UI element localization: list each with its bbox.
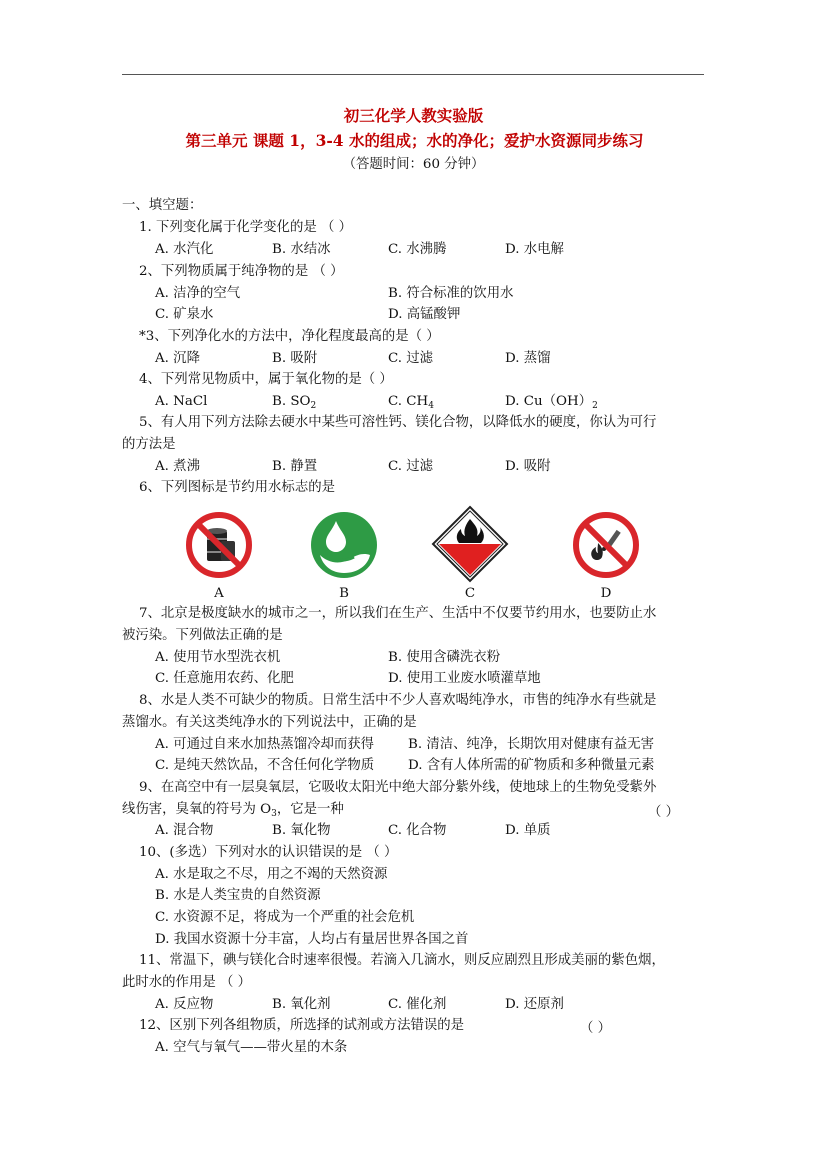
q1-stem: 1. 下列变化属于化学变化的是 （ ） (139, 220, 353, 235)
q5-option-a: A. 煮沸 (155, 459, 200, 474)
no-open-flame-icon (572, 511, 640, 579)
flammable-hazard-icon (431, 505, 509, 583)
q9-option-a: A. 混合物 (155, 823, 214, 838)
q9-option-b: B. 氧化物 (272, 823, 331, 838)
q9-option-d: D. 单质 (505, 823, 551, 838)
q9-option-c: C. 化合物 (388, 823, 447, 838)
q11-option-a: A. 反应物 (155, 997, 214, 1012)
icon-label-c: C (464, 586, 476, 601)
q3-option-c: C. 过滤 (388, 351, 434, 366)
q7-stem-line2: 被污染。下列做法正确的是 (122, 628, 283, 643)
q2-option-d: D. 高锰酸钾 (388, 307, 461, 322)
q8-option-c: C. 是纯天然饮品，不含任何化学物质 (155, 758, 375, 773)
q3-option-a: A. 沉降 (155, 351, 200, 366)
icon-label-b: B (339, 586, 349, 601)
q10-stem: 10、(多选）下列对水的认识错误的是 （ ） (139, 845, 398, 860)
q3-stem: *3、下列净化水的方法中，净化程度最高的是（ ） (139, 329, 440, 344)
q4-stem: 4、下列常见物质中，属于氧化物的是（ ） (139, 372, 393, 387)
header-rule (122, 74, 704, 75)
q11-stem-line1: 11、常温下，碘与镁化合时速率很慢。若滴入几滴水，则反应剧烈且形成美丽的紫色烟， (139, 953, 665, 968)
q3-option-d: D. 蒸馏 (505, 351, 551, 366)
q12-option-a: A. 空气与氧气——带火星的木条 (155, 1040, 348, 1055)
q5-stem-line1: 5、有人用下列方法除去硬水中某些可溶性钙、镁化合物，以降低水的硬度，你认为可行 (139, 415, 657, 430)
q7-stem-line1: 7、北京是极度缺水的城市之一，所以我们在生产、生活中不仅要节约用水，也要防止水 (139, 606, 657, 621)
q9-stem-line1: 9、在高空中有一层臭氧层，它吸收太阳光中绝大部分紫外线，使地球上的生物免受紫外 (139, 780, 657, 795)
q3-option-b: B. 吸附 (272, 351, 318, 366)
q11-option-c: C. 催化剂 (388, 997, 447, 1012)
q4-option-b: B. $SO_2$ (272, 394, 317, 411)
q1-option-d: D. 水电解 (505, 242, 564, 257)
q11-option-d: D. 还原剂 (505, 997, 564, 1012)
q1-option-a: A. 水汽化 (155, 242, 214, 257)
section-heading: 一、填空题： (122, 198, 203, 213)
q4-option-d: D. $Cu(OH)_2$ (505, 394, 598, 411)
q7-option-b: B. 使用含磷洗衣粉 (388, 650, 501, 665)
q6-stem: 6、下列图标是节约用水标志的是 (139, 480, 335, 495)
q2-stem: 2、下列物质属于纯净物的是 （ ） (139, 264, 344, 279)
q8-option-a: A. 可通过自来水加热蒸馏冷却而获得 (155, 737, 375, 752)
q7-option-a: A. 使用节水型洗衣机 (155, 650, 281, 665)
q5-option-b: B. 静置 (272, 459, 318, 474)
q2-option-a: A. 洁净的空气 (155, 286, 241, 301)
q12-answer-paren: （ ） (580, 1021, 612, 1036)
q7-option-d: D. 使用工业废水喷灌草地 (388, 671, 541, 686)
icon-label-a: A (214, 586, 224, 601)
q8-option-d: D. 含有人体所需的矿物质和多种微量元素 (408, 758, 655, 773)
q12-stem: 12、区别下列各组物质，所选择的试剂或方法错误的是 (139, 1018, 465, 1033)
q9-answer-paren: （ ） (648, 805, 680, 820)
q1-option-b: B. 水结冰 (272, 242, 331, 257)
q4-option-c: C. $CH_4$ (388, 394, 434, 411)
q2-option-b: B. 符合标准的饮用水 (388, 286, 514, 301)
icon-label-d: D (600, 586, 612, 601)
q7-option-c: C. 任意施用农药、化肥 (155, 671, 294, 686)
q4-option-a: A. NaCl (155, 394, 208, 409)
no-oil-drum-icon (185, 511, 253, 579)
q5-option-c: C. 过滤 (388, 459, 434, 474)
doc-title: 初三化学人教实验版 (343, 106, 484, 125)
q8-stem-line2: 蒸馏水。有关这类纯净水的下列说法中，正确的是 (122, 715, 417, 730)
doc-subtitle: 第三单元 课题 1，3-4 水的组成；水的净化；爱护水资源同步练习 (185, 131, 644, 150)
q10-option-a: A. 水是取之不尽，用之不竭的天然资源 (155, 867, 388, 882)
q5-stem-line2: 的方法是 (122, 437, 176, 452)
q5-option-d: D. 吸附 (505, 459, 551, 474)
q10-option-b: B. 水是人类宝贵的自然资源 (155, 888, 321, 903)
q2-option-c: C. 矿泉水 (155, 307, 214, 322)
q11-stem-line2: 此时水的作用是 （ ） (122, 975, 252, 990)
answer-time: （答题时间：60 分钟） (342, 157, 485, 172)
q10-option-c: C. 水资源不足，将成为一个严重的社会危机 (155, 910, 415, 925)
q10-option-d: D. 我国水资源十分丰富，人均占有量居世界各国之首 (155, 932, 469, 947)
q8-option-b: B. 清洁、纯净，长期饮用对健康有益无害 (408, 737, 654, 752)
q1-option-c: C. 水沸腾 (388, 242, 447, 257)
q8-stem-line1: 8、水是人类不可缺少的物质。日常生活中不少人喜欢喝纯净水，市售的纯净水有些就是 (139, 693, 657, 708)
q9-stem-line2: 线伤害，臭氧的符号为 $O_3$，它是一种 (122, 802, 344, 819)
q11-option-b: B. 氧化剂 (272, 997, 331, 1012)
water-saving-icon (310, 511, 378, 579)
